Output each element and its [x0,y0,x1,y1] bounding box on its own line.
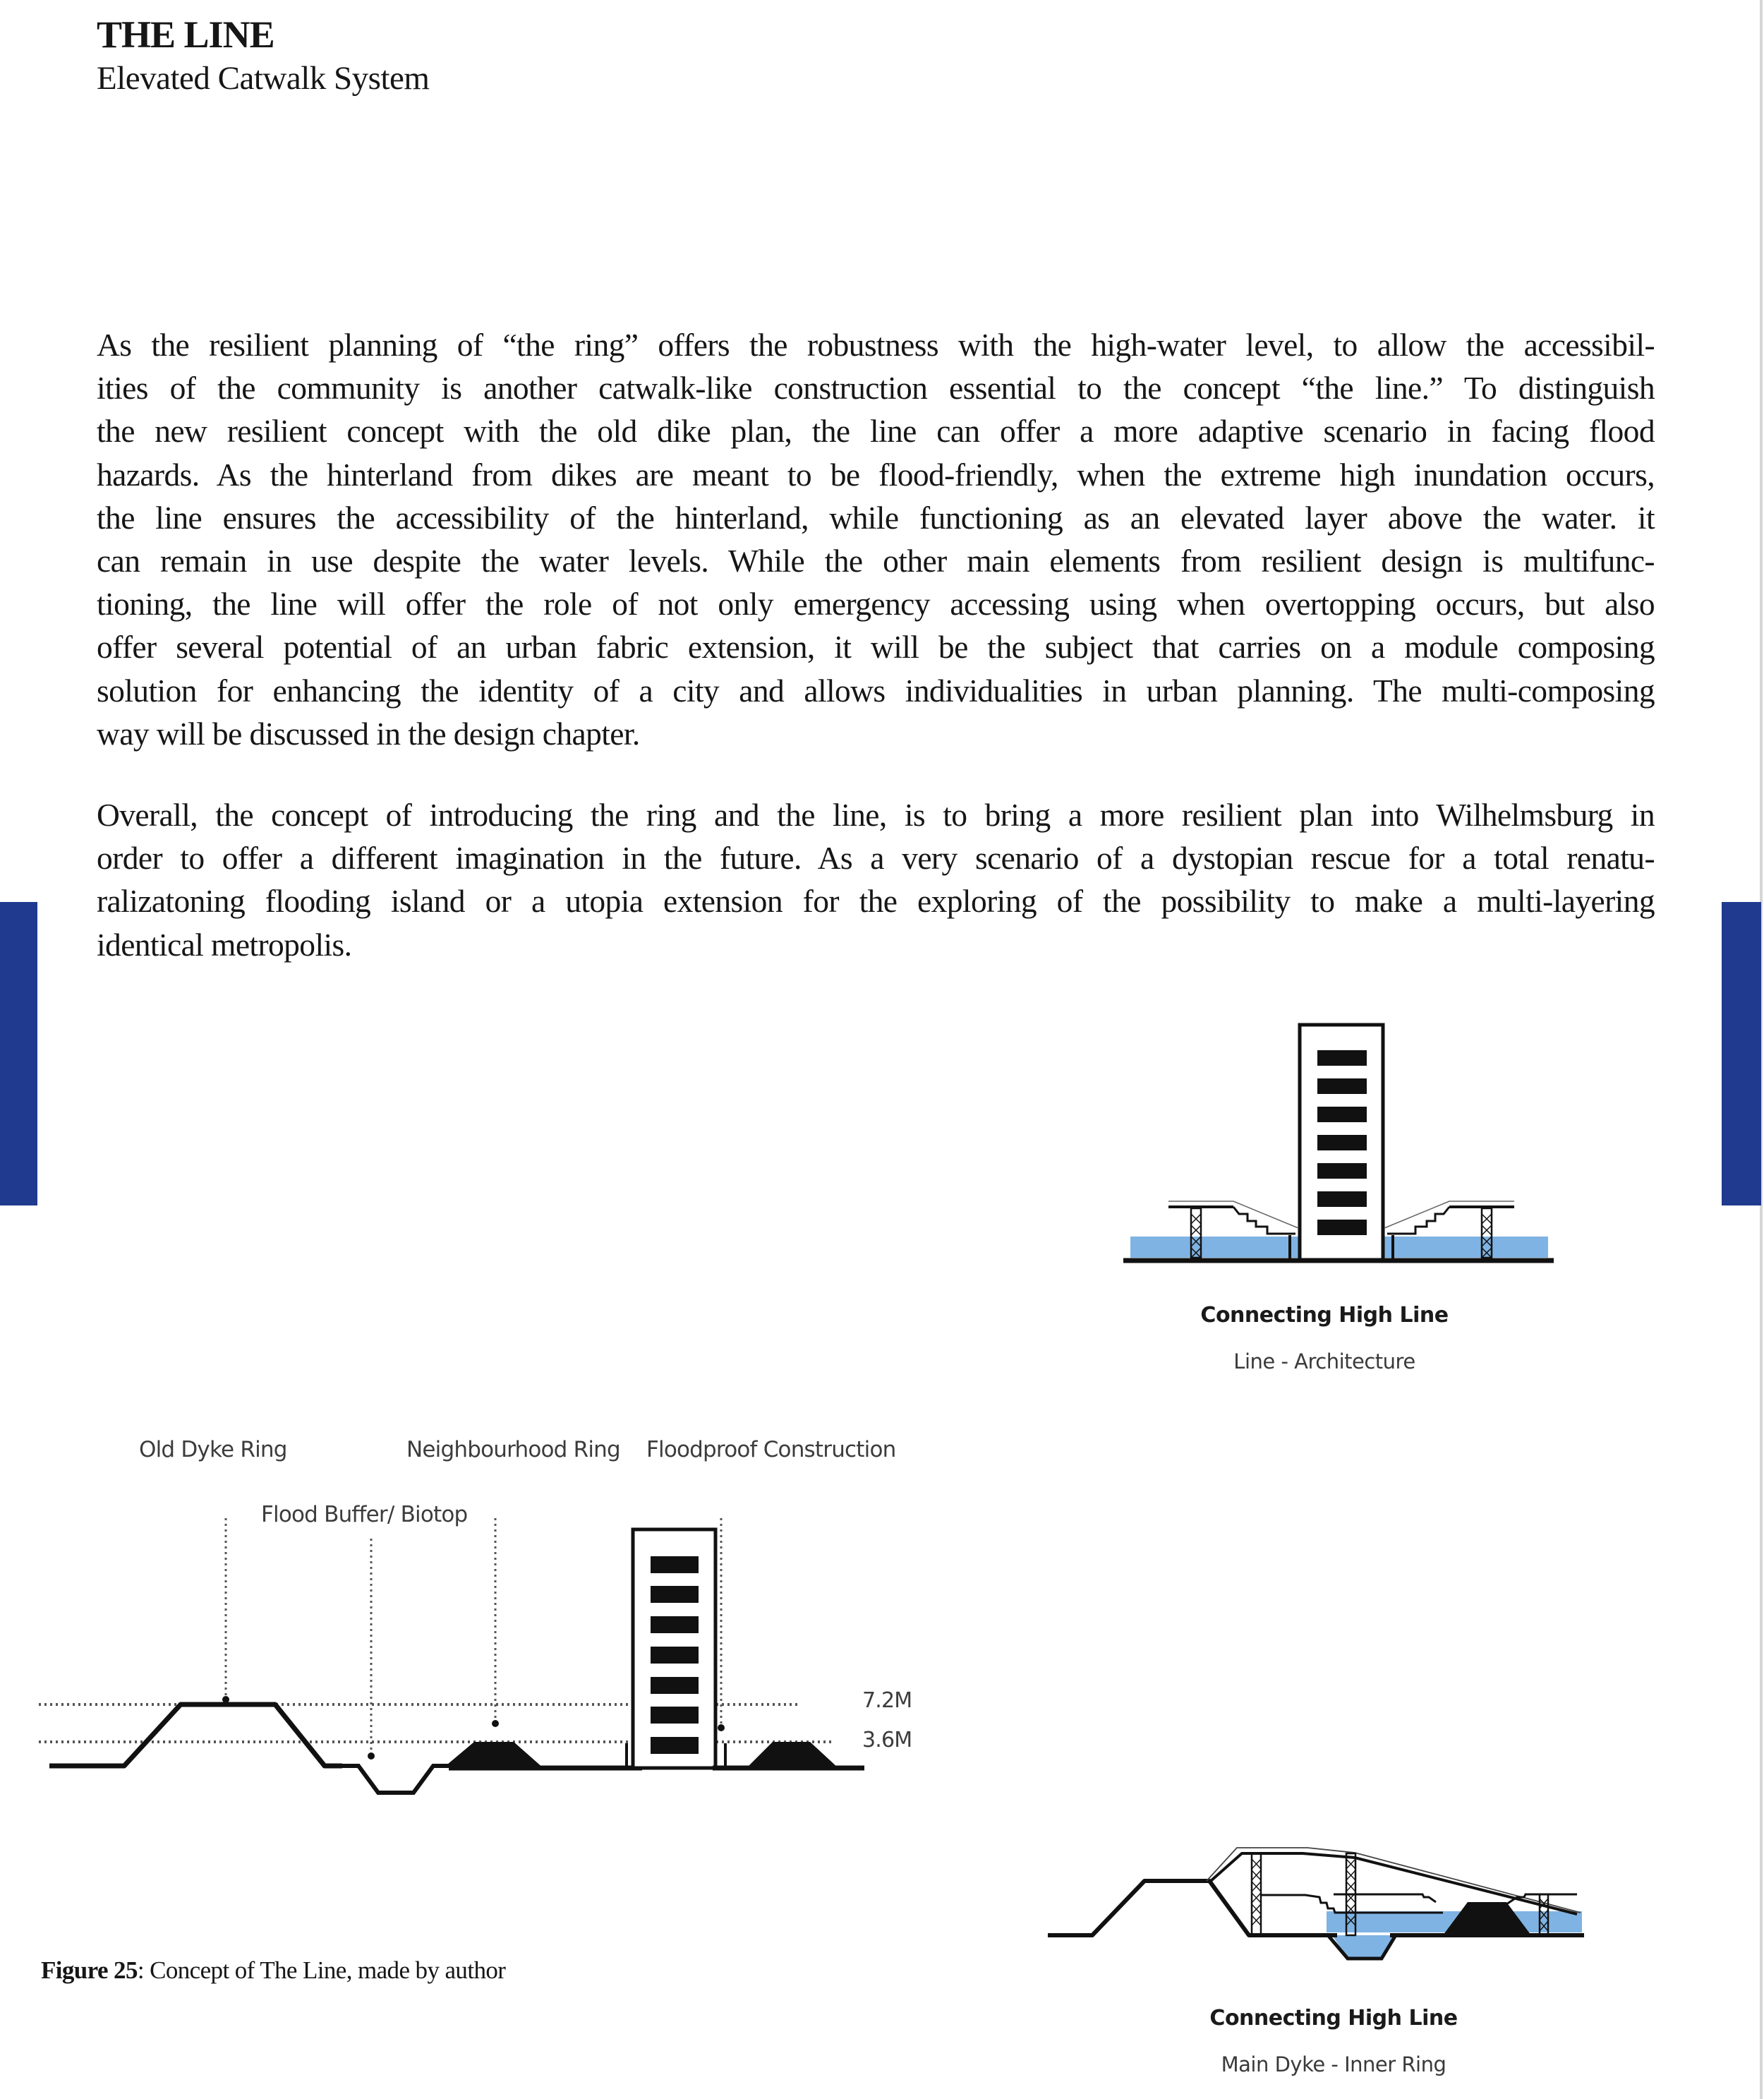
paragraph-line: ities of the community is another catwalk-like construction essential to the concept “the line.” To distinguish [97,370,1655,407]
line-architecture-diagram [1115,1009,1566,1277]
paragraph-line: ralizatoning flooding island or a utopia extension for the exploring of the possibility to make a multi-layering [97,883,1655,920]
figure-subtitle: Line - Architecture [1233,1349,1415,1373]
label-old-dyke-ring: Old Dyke Ring [139,1437,287,1462]
elevated-catwalk [1207,1848,1581,1914]
floodproof-dyke [747,1742,838,1768]
paragraph-line: tioning, the line will offer the role of not only emergency accessing using when overtopping occurs, but also [97,586,1655,623]
channel-water [1332,1935,1396,1959]
body-paragraph-1 [97,323,1655,755]
label-floodproof-construction: Floodproof Construction [646,1437,896,1462]
right-accent-bar [1722,902,1761,1205]
main-dyke-profile [1048,1881,1337,1935]
figure-caption-text: : Concept of The Line, made by author [137,1956,506,1984]
page-title: THE LINE [97,13,274,56]
body-paragraph-2 [97,793,1655,966]
paragraph-line: Overall, the concept of introducing the ring and the line, is to bring a more resilient plan into Wilhelmsburg in [97,797,1655,833]
tower-building [1300,1025,1383,1261]
figure-caption [41,1956,505,1985]
concept-section-diagram [28,1517,931,1800]
paragraph-line: the line ensures the accessibility of the hinterland, while functioning as an elevated layer above the water. it [97,499,1655,536]
page-subtitle: Elevated Catwalk System [97,60,430,97]
paragraph-line: way will be discussed in the design chapter. [97,715,640,752]
level-3-6m: 3.6M [862,1728,912,1752]
figure-number: Figure 25 [41,1956,138,1984]
paragraph-line: identical metropolis. [97,926,352,963]
figure-subtitle: Main Dyke - Inner Ring [1221,2052,1446,2076]
label-flood-buffer: Flood Buffer/ Biotop [261,1502,468,1527]
level-7-2m: 7.2M [862,1688,912,1713]
terrain-profile [49,1704,342,1766]
neighbourhood-ring-dyke [443,1742,543,1768]
paragraph-line: offer several potential of an urban fabric extension, it will be the subject that carries on a module composing [97,629,1655,666]
paragraph-line: can remain in use despite the water levels. While the other main elements from resilient design is multifunc- [97,543,1655,579]
label-neighbourhood-ring: Neighbourhood Ring [406,1437,620,1462]
paragraph-line: As the resilient planning of “the ring” offers the robustness with the high-water level, to allow the accessibil- [97,327,1655,363]
main-dyke-inner-ring-diagram [1037,1814,1602,1983]
left-accent-bar [0,902,37,1205]
paragraph-line: order to offer a different imagination in the future. As a very scenario of a dystopian rescue for a total renatu- [97,840,1655,877]
figure-title: Connecting High Line [1200,1303,1449,1328]
paragraph-line: hazards. As the hinterland from dikes are meant to be flood-friendly, when the extreme high inundation occurs, [97,456,1655,493]
paragraph-line: the new resilient concept with the old dike plan, the line can offer a more adaptive scenario in facing flood [97,413,1655,450]
flood-buffer-basin [339,1766,452,1793]
floodproof-building [627,1529,725,1768]
inner-ring-dyke [1443,1902,1531,1935]
figure-title: Connecting High Line [1209,2006,1458,2031]
paragraph-line: solution for enhancing the identity of a city and allows individualities in urban planning. The multi-composing [97,672,1655,709]
